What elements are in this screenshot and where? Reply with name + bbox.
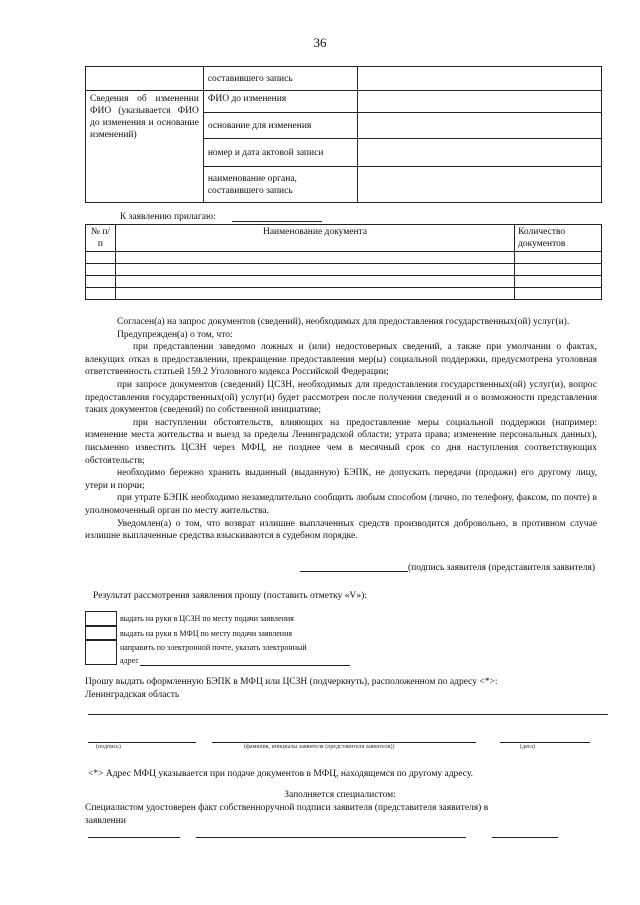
sign-line-mid[interactable] [212,742,476,743]
signature-line[interactable] [300,571,408,572]
email-address-line[interactable] [140,665,350,666]
specialist-line-right[interactable] [492,837,558,838]
fio-row-label: ФИО до изменения [203,91,357,113]
attachments-intro: К заявлению прилагаю: [120,212,216,222]
address-line[interactable] [88,714,608,715]
consent-warned: Предупрежден(а) о том, что: [117,329,233,340]
table-cell [357,67,601,91]
table-cell[interactable] [515,252,602,264]
table-cell[interactable] [86,264,116,276]
consent-item: при представлении заведомо ложных и (или) недостоверных сведений, а также при умолчании о фактах, влекущих отказ в предоставлении, прекращение предоставления мер(ы) социальной поддержки, предусмотрена уголовная ответственность статьей 159.2 Уголовного кодекса Российской Федерации; [85,342,597,378]
fio-row-label: наименование органа, составившего запись [203,167,357,203]
table-cell[interactable] [115,264,514,276]
attachments-table [85,224,602,300]
fio-row-value[interactable] [357,167,601,203]
specialist-text: Специалистом удостоверен факт собственноручной подписи заявителя (представителя заявителя) в заявлении [85,803,489,826]
sign-line-right[interactable] [500,742,590,743]
result-title: Результат рассмотрения заявления прошу (поставить отметку «V»): [93,591,367,601]
consent-item: при утрате БЭПК необходимо незамедлительно сообщить любым способом (лично, по телефону, факсом, по почте) в уполномоченный орган по месту жительства. [85,493,597,516]
specialist-line-left[interactable] [88,837,180,838]
table-cell[interactable] [515,264,602,276]
checkbox-email[interactable] [85,639,117,665]
table-cell[interactable] [515,276,602,288]
table-cell[interactable] [86,276,116,288]
option-mfc: выдать на руки в МФЦ по месту подачи заявления [120,629,293,638]
specialist-line-mid[interactable] [196,837,466,838]
table-cell: составившего запись [203,67,357,91]
page-number: 36 [313,35,327,50]
table-cell[interactable] [115,288,514,300]
consent-item: при запросе документов (сведений) ЦСЗН, необходимых для предоставления государственных(ой) услуг(и), вопрос предоставления государственных(ой) услуг(и) будет рассмотрен после получения сведений и о возможности представления таких документов (сведений) по собственной инициативе; [85,379,597,416]
fio-section-label: Сведения об изменении ФИО (указывается ФИО до изменения и основание изменений) [86,91,204,203]
footnote: <*> Адрес МФЦ указывается при подаче документов в МФЦ, находящемся по другому адресу. [88,769,473,779]
fio-change-table [85,66,602,203]
table-cell [86,67,204,91]
issue-region: Ленинградская область [85,690,180,700]
option-email: направить по электронной почте, указать электронный [120,643,307,652]
consent-agree: Согласен(а) на запрос документов (сведений), необходимых для предоставления государственных(ой) услуг(и). [117,317,570,327]
attachments-underline [232,221,322,222]
sign-caption-right: (дата) [520,744,535,750]
fio-row-value[interactable] [357,91,601,113]
consent-item: необходимо бережно хранить выданный (выданную) БЭПК, не допускать передачи (продажи) его другому лицу, утери и порчи; [85,468,597,491]
specialist-title: Заполняется специалистом: [284,790,396,800]
col-header-qty: Количество документов [515,225,602,252]
table-cell[interactable] [86,288,116,300]
consent-block [85,316,597,543]
fio-row-label: основание для изменения [203,113,357,139]
issue-text: Прошу выдать оформленную БЭПК в МФЦ или ЦСЗН (подчеркнуть), расположенном по адресу <*>: [85,677,498,687]
table-cell[interactable] [86,252,116,264]
sign-caption-mid: (фамилия, инициалы заявителя (представителя заявителя)) [244,744,395,750]
sign-caption-left: (подпись) [96,744,121,750]
sign-line-left[interactable] [88,742,196,743]
table-cell[interactable] [115,276,514,288]
fio-row-value[interactable] [357,139,601,167]
fio-row-value[interactable] [357,113,601,139]
table-cell[interactable] [515,288,602,300]
table-cell[interactable] [115,252,514,264]
consent-notified: Уведомлен(а) о том, что возврат излишне выплаченных средств производится добровольно, в противном случае излишне выплаченные средства взыскиваются в судебном порядке. [85,518,597,542]
col-header-num: № п/п [86,225,116,252]
option-address: адрес [120,656,139,665]
consent-item: при наступлении обстоятельств, влияющих на предоставление меры социальной поддержки (например: изменение места жительства и выезд за пределы Ленинградской области; утрата права; изменение персональных данных), письменно известить ЦСЗН через МФЦ, не позднее чем в месячный срок со дня наступления соответствующих обстоятельств; [85,417,597,466]
fio-row-label: номер и дата актовой записи [203,139,357,167]
option-cszn: выдать на руки в ЦСЗН по месту подачи заявления [120,614,294,623]
signature-label: (подпись заявителя (представителя заявителя) [408,563,596,573]
col-header-name: Наименование документа [115,225,514,252]
